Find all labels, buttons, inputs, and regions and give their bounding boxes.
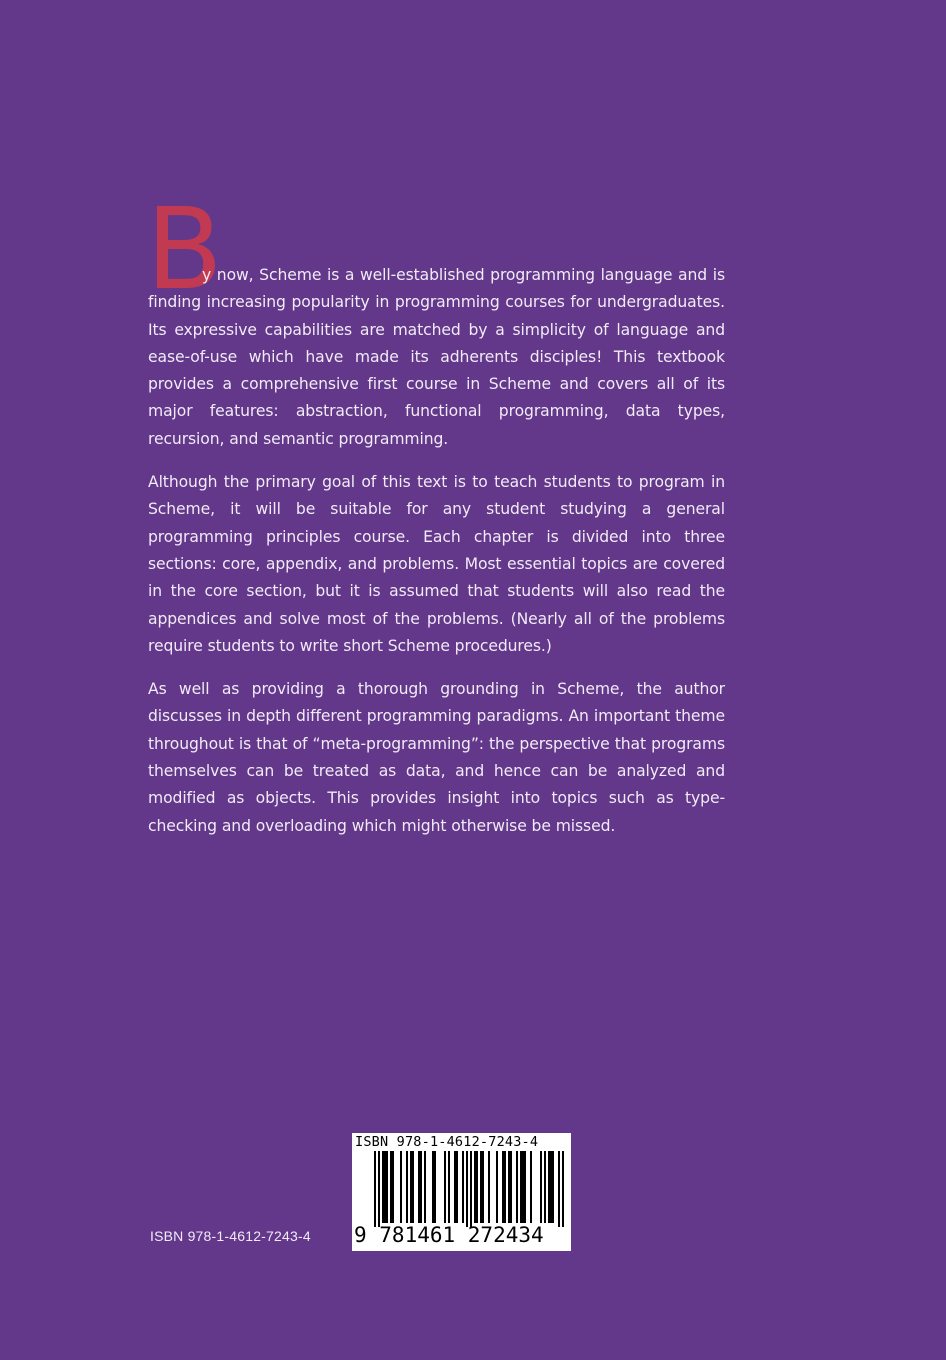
barcode-bar <box>466 1151 468 1227</box>
barcode-bars <box>352 1151 571 1227</box>
barcode-bar <box>488 1151 490 1223</box>
barcode-bar <box>552 1151 554 1223</box>
barcode-bar <box>524 1151 526 1223</box>
blurb-paragraph-1 <box>148 262 725 453</box>
blurb-paragraph-2: Although the primary goal of this text is to teach students to program in Scheme, it will be suitable for any student studying a general programming principles course. Each chapter is divided into three sections: core, appendix, and problems. Most essential topics are covered in the core section, but it is assumed that students will also read the appendices and solve most of the problems. (Nearly all of the problems require students to write short Scheme procedures.) <box>148 473 725 655</box>
blurb-paragraph-3: As well as providing a thorough grounding in Scheme, the author discusses in depth different programming paradigms. An important theme throughout is that of “meta-programming”: the perspective that programs themselves can be treated as data, and hence can be analyzed and modified as objects. This provides insight into topics such as type-checking and overloading which might otherwise be missed. <box>148 680 725 835</box>
barcode-bar <box>548 1151 550 1223</box>
barcode-bar <box>384 1151 386 1223</box>
barcode-bar <box>412 1151 414 1223</box>
barcode-bar <box>474 1151 476 1223</box>
barcode-bar <box>418 1151 420 1223</box>
barcode-bar <box>454 1151 456 1223</box>
barcode-bar <box>508 1151 510 1223</box>
back-cover-blurb <box>148 262 725 856</box>
barcode-bar <box>522 1151 524 1223</box>
barcode-bar <box>410 1151 412 1223</box>
barcode-bar <box>448 1151 450 1223</box>
barcode-bar <box>558 1151 560 1227</box>
barcode-bar <box>544 1151 546 1223</box>
barcode-bar <box>504 1151 506 1223</box>
blurb-paragraph-1-text: y now, Scheme is a well-established programming language and is finding increasing popularity in programming courses for undergraduates. Its expressive capabilities are matched by a simplicity of language and ease-of-use which have made its adherents disciples! This textbook provides a comprehensive first course in Scheme and covers all of its major features: abstraction, functional programming, data types, recursion, and semantic programming. <box>148 266 725 448</box>
barcode <box>352 1133 571 1251</box>
barcode-bar <box>530 1151 532 1223</box>
barcode-bar <box>456 1151 458 1223</box>
barcode-bar <box>392 1151 394 1223</box>
barcode-bar <box>502 1151 504 1223</box>
barcode-bar <box>480 1151 482 1223</box>
barcode-bar <box>400 1151 402 1223</box>
isbn-label: ISBN 978-1-4612-7243-4 <box>150 1228 311 1244</box>
barcode-bar <box>374 1151 376 1227</box>
barcode-digits: 9 781461 272434 <box>354 1223 544 1247</box>
barcode-bar <box>476 1151 478 1223</box>
barcode-bar <box>444 1151 446 1223</box>
barcode-bar <box>382 1151 384 1223</box>
barcode-header: ISBN 978-1-4612-7243-4 <box>355 1134 539 1150</box>
barcode-bar <box>540 1151 542 1223</box>
barcode-bar <box>510 1151 512 1223</box>
barcode-bar <box>482 1151 484 1223</box>
drop-cap: B <box>146 185 223 315</box>
barcode-bar <box>434 1151 436 1223</box>
barcode-bar <box>424 1151 426 1223</box>
barcode-bar <box>390 1151 392 1223</box>
barcode-bar <box>462 1151 464 1223</box>
barcode-bar <box>420 1151 422 1223</box>
barcode-bar <box>406 1151 408 1223</box>
barcode-bar <box>386 1151 388 1223</box>
barcode-bar <box>520 1151 522 1223</box>
barcode-bar <box>516 1151 518 1223</box>
barcode-bar <box>562 1151 564 1227</box>
barcode-bar <box>496 1151 498 1223</box>
barcode-bar <box>432 1151 434 1223</box>
barcode-bar <box>378 1151 380 1227</box>
barcode-bar <box>470 1151 472 1227</box>
barcode-bar <box>550 1151 552 1223</box>
